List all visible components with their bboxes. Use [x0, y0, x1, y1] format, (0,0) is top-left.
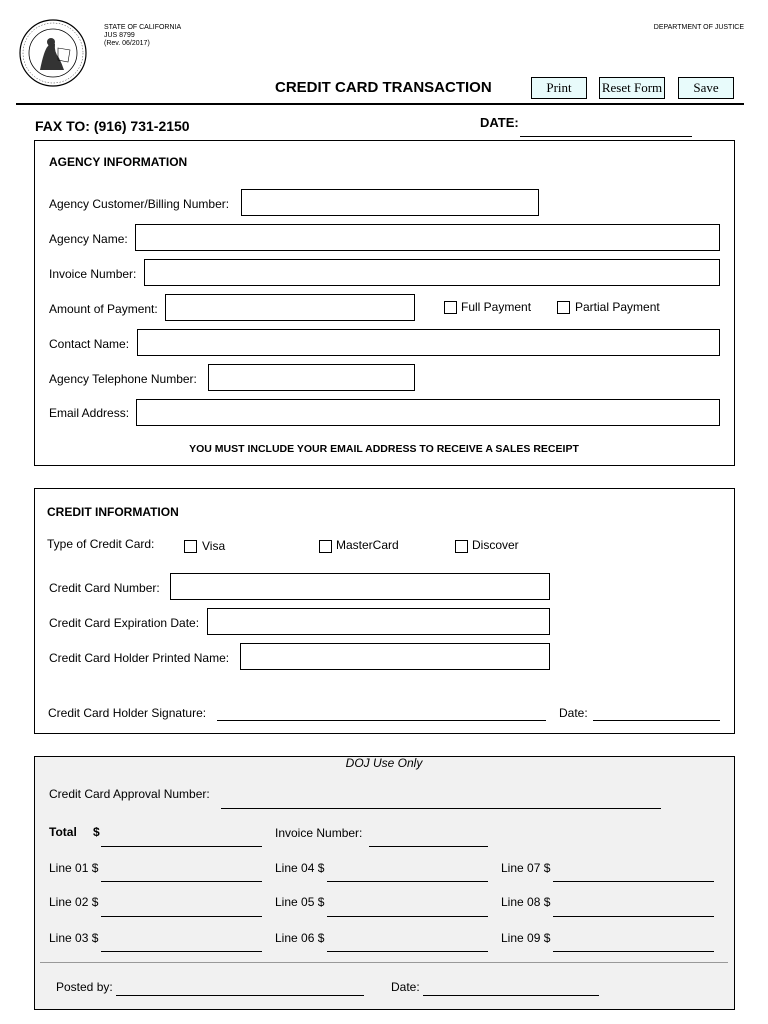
card-holder-name-label: Credit Card Holder Printed Name: [49, 651, 230, 665]
line-03-field[interactable] [101, 951, 262, 952]
signature-line[interactable] [217, 720, 546, 721]
line-04-label: Line 04 $ [275, 861, 325, 875]
header-rule [16, 103, 744, 105]
agency-heading: AGENCY INFORMATION [49, 155, 188, 169]
mastercard-label: MasterCard [336, 538, 399, 552]
discover-label: Discover [472, 538, 519, 552]
line-08-label: Line 08 $ [501, 895, 551, 909]
line-05-label: Line 05 $ [275, 895, 325, 909]
amount-of-payment-input[interactable] [165, 294, 415, 321]
total-currency: $ [93, 825, 100, 839]
line-09-field[interactable] [553, 951, 714, 952]
total-label: Total [49, 825, 77, 839]
mastercard-checkbox[interactable] [319, 540, 332, 553]
card-expiration-input[interactable] [207, 608, 550, 635]
partial-payment-checkbox[interactable] [557, 301, 570, 314]
card-number-input[interactable] [170, 573, 550, 600]
page-title: CREDIT CARD TRANSACTION [275, 79, 492, 96]
card-holder-name-input[interactable] [240, 643, 550, 670]
partial-payment-label: Partial Payment [575, 300, 660, 314]
save-button[interactable]: Save [678, 77, 734, 99]
visa-label: Visa [202, 539, 226, 553]
discover-checkbox[interactable] [455, 540, 468, 553]
agency-customer-number-label: Agency Customer/Billing Number: [49, 197, 230, 211]
posted-date-label: Date: [391, 980, 420, 994]
line-05-field[interactable] [327, 916, 488, 917]
line-07-label: Line 07 $ [501, 861, 551, 875]
agency-telephone-input[interactable] [208, 364, 415, 391]
card-type-label: Type of Credit Card: [47, 537, 155, 551]
visa-checkbox[interactable] [184, 540, 197, 553]
date-field[interactable] [520, 136, 692, 137]
signature-label: Credit Card Holder Signature: [48, 706, 207, 720]
state-name: STATE OF CALIFORNIA [104, 24, 182, 31]
line-03-label: Line 03 $ [49, 931, 99, 945]
email-address-input[interactable] [136, 399, 720, 426]
agency-name-input[interactable] [135, 224, 720, 251]
print-button[interactable]: Print [531, 77, 587, 99]
line-04-field[interactable] [327, 881, 488, 882]
approval-number-label: Credit Card Approval Number: [49, 787, 210, 801]
doj-invoice-line[interactable] [369, 846, 488, 847]
email-notice: YOU MUST INCLUDE YOUR EMAIL ADDRESS TO RECEIVE A SALES RECEIPT [189, 443, 579, 455]
doj-invoice-label: Invoice Number: [275, 826, 363, 840]
fax-number: FAX TO: (916) 731-2150 [35, 118, 190, 134]
invoice-number-label: Invoice Number: [49, 267, 137, 281]
posted-by-line[interactable] [116, 995, 364, 996]
agency-customer-number-input[interactable] [241, 189, 539, 216]
invoice-number-input[interactable] [144, 259, 720, 286]
full-payment-checkbox[interactable] [444, 301, 457, 314]
doj-divider [40, 962, 728, 963]
line-06-label: Line 06 $ [275, 931, 325, 945]
approval-number-line[interactable] [221, 808, 661, 809]
reset-form-button[interactable]: Reset Form [599, 77, 665, 99]
line-07-field[interactable] [553, 881, 714, 882]
line-02-label: Line 02 $ [49, 895, 99, 909]
state-seal-icon [18, 18, 88, 88]
line-09-label: Line 09 $ [501, 931, 551, 945]
total-line[interactable] [101, 846, 262, 847]
card-expiration-label: Credit Card Expiration Date: [49, 616, 200, 630]
contact-name-label: Contact Name: [49, 337, 130, 351]
full-payment-label: Full Payment [461, 300, 532, 314]
email-address-label: Email Address: [49, 406, 130, 420]
form-revision: (Rev. 06/2017) [104, 40, 150, 47]
line-01-field[interactable] [101, 881, 262, 882]
line-02-field[interactable] [101, 916, 262, 917]
agency-name-label: Agency Name: [49, 232, 128, 246]
line-06-field[interactable] [327, 951, 488, 952]
line-01-label: Line 01 $ [49, 861, 99, 875]
contact-name-input[interactable] [137, 329, 720, 356]
signature-date-label: Date: [559, 706, 588, 720]
form-number: JUS 8799 [104, 32, 135, 39]
signature-date-line[interactable] [593, 720, 720, 721]
amount-of-payment-label: Amount of Payment: [49, 302, 158, 316]
line-08-field[interactable] [553, 916, 714, 917]
credit-heading: CREDIT INFORMATION [47, 505, 179, 519]
date-label: DATE: [480, 115, 519, 130]
department-name: DEPARTMENT OF JUSTICE [653, 24, 744, 31]
posted-by-label: Posted by: [56, 980, 113, 994]
doj-heading: DOJ Use Only [345, 756, 423, 770]
posted-date-line[interactable] [423, 995, 599, 996]
card-number-label: Credit Card Number: [49, 581, 160, 595]
agency-telephone-label: Agency Telephone Number: [49, 372, 197, 386]
